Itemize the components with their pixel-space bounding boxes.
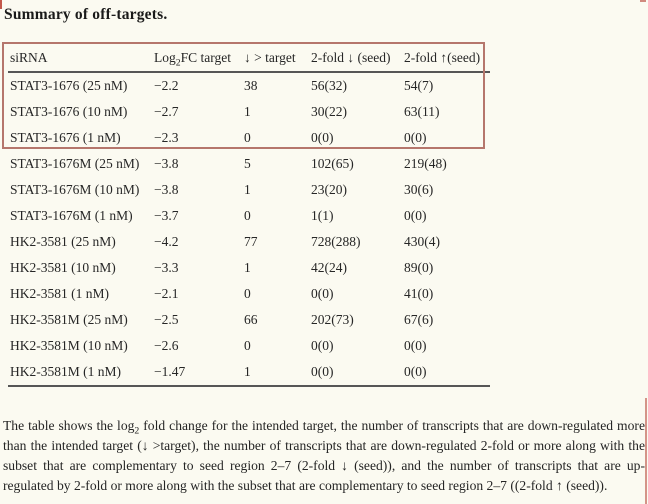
table-row — [8, 72, 490, 99]
table-cell: 430(4) — [404, 234, 440, 249]
table-cell: STAT3-1676 (10 nM) — [10, 104, 128, 119]
table-cell: 0(0) — [404, 338, 427, 353]
table-row — [8, 359, 490, 386]
table-cell: 0(0) — [311, 130, 334, 145]
table-cell: 89(0) — [404, 260, 434, 275]
table-cell: 219(48) — [404, 156, 447, 171]
table-cell: 42(24) — [311, 260, 347, 275]
table-cell: STAT3-1676M (10 nM) — [10, 182, 140, 197]
table-cell: 23(20) — [311, 182, 347, 197]
table-cell: STAT3-1676 (25 nM) — [10, 78, 128, 93]
table-row — [8, 203, 490, 229]
caption-subscript: 2 — [134, 425, 140, 437]
table-cell: 1(1) — [311, 208, 334, 223]
column-header-log2fc: Log$_2$FC target — [152, 44, 242, 72]
table-cell: 56(32) — [311, 78, 347, 93]
table-row — [8, 307, 490, 333]
table-cell: −3.8 — [154, 156, 179, 171]
table-cell: −1.47 — [154, 364, 186, 379]
table-cell: 0(0) — [404, 364, 427, 379]
table-cell: 0(0) — [404, 208, 427, 223]
column-header-2fold-up-seed: 2-fold ↑(seed) — [402, 44, 490, 72]
column-header-down-gt-target: ↓ > target — [242, 44, 309, 72]
table-row — [8, 177, 490, 203]
table-cell: −3.7 — [154, 208, 179, 223]
table-cell: −4.2 — [154, 234, 179, 249]
table-cell: 5 — [244, 156, 251, 171]
table-cell: HK2-3581M (25 nM) — [10, 312, 128, 327]
table-cell: −3.3 — [154, 260, 179, 275]
table-cell: −2.6 — [154, 338, 179, 353]
table-cell: 1 — [244, 104, 251, 119]
table-cell: −2.7 — [154, 104, 179, 119]
table-cell: −2.3 — [154, 130, 179, 145]
table-cell: −2.1 — [154, 286, 179, 301]
caption-text-pre: The table shows the log — [3, 418, 135, 433]
table-cell: HK2-3581 (1 nM) — [10, 286, 109, 301]
table-header — [8, 44, 490, 72]
table-cell: −2.2 — [154, 78, 179, 93]
table-header-row — [8, 44, 490, 72]
table-cell: STAT3-1676 (1 nM) — [10, 130, 121, 145]
table-cell: 77 — [244, 234, 258, 249]
table-cell: 30(6) — [404, 182, 434, 197]
table-row — [8, 125, 490, 151]
table-row — [8, 99, 490, 125]
table-row — [8, 281, 490, 307]
off-targets-table — [8, 44, 490, 387]
table-cell: STAT3-1676M (1 nM) — [10, 208, 133, 223]
table-cell: 41(0) — [404, 286, 434, 301]
table-cell: 1 — [244, 260, 251, 275]
table-cell: 30(22) — [311, 104, 347, 119]
table-row — [8, 255, 490, 281]
table-body — [8, 72, 490, 386]
table-cell: 102(65) — [311, 156, 354, 171]
table-cell: HK2-3581 (10 nM) — [10, 260, 116, 275]
table-row — [8, 151, 490, 177]
table-cell: 0(0) — [311, 286, 334, 301]
red-edge-artifact-top-right — [640, 0, 646, 2]
table-cell: −2.5 — [154, 312, 179, 327]
table-cell: 0 — [244, 286, 251, 301]
red-edge-artifact-right — [645, 398, 647, 504]
table-row — [8, 229, 490, 255]
column-header-sirna: siRNA — [8, 44, 152, 72]
table-cell: 0(0) — [311, 364, 334, 379]
table-row — [8, 333, 490, 359]
table-caption — [3, 416, 645, 496]
table-cell: STAT3-1676M (25 nM) — [10, 156, 140, 171]
table-cell: HK2-3581 (25 nM) — [10, 234, 116, 249]
table-cell: 728(288) — [311, 234, 361, 249]
table-cell: 202(73) — [311, 312, 354, 327]
red-edge-artifact-top-left — [0, 0, 2, 9]
table-cell: 0 — [244, 130, 251, 145]
table-cell: 54(7) — [404, 78, 434, 93]
table-cell: −3.8 — [154, 182, 179, 197]
table-cell: 1 — [244, 364, 251, 379]
table-cell: 0 — [244, 208, 251, 223]
table-cell: 0(0) — [404, 130, 427, 145]
caption-text-post: fold change for the intended target, the number of transcripts that are down-regulated more than the intended target (↓ >target), the number of transcripts that are down-regulated 2-fold or more along with the subset that are complementary to seed region 2–7 (2-fold ↓ (seed)), and the number of transcripts that are up-regulated by 2-fold or more along with the subset that are complementary to seed region 2–7 ((2-fold ↑ (seed)). — [3, 418, 645, 493]
table-cell: 66 — [244, 312, 258, 327]
table-cell: HK2-3581M (10 nM) — [10, 338, 128, 353]
table-cell: 67(6) — [404, 312, 434, 327]
table-cell: HK2-3581M (1 nM) — [10, 364, 121, 379]
table-cell: 0 — [244, 338, 251, 353]
table-cell: 0(0) — [311, 338, 334, 353]
table-cell: 38 — [244, 78, 258, 93]
table-cell: 63(11) — [404, 104, 440, 119]
table-title: Summary of off-targets. — [4, 6, 168, 23]
column-header-2fold-down-seed: 2-fold ↓ (seed) — [309, 44, 402, 72]
table-cell: 1 — [244, 182, 251, 197]
